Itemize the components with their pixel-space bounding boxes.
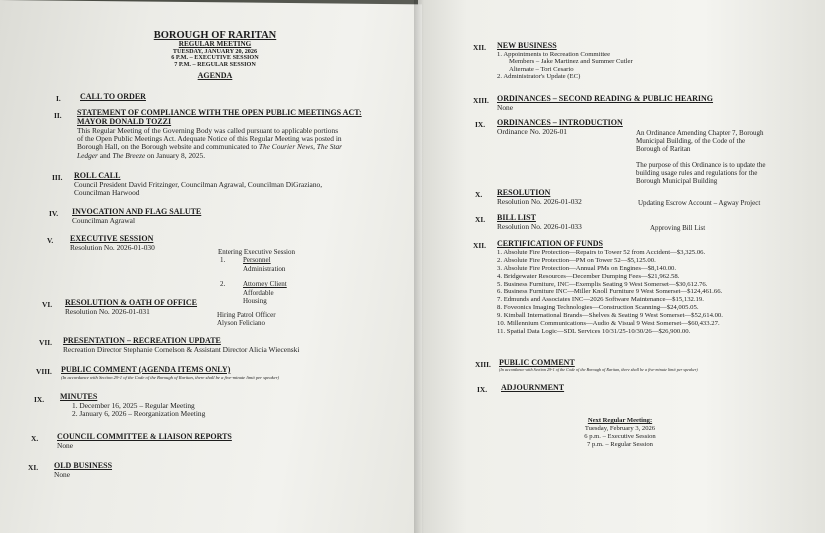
section-number: IX. bbox=[475, 120, 486, 129]
section-title: COUNCIL COMMITTEE & LIAISON REPORTS bbox=[57, 432, 232, 441]
body-text: Borough Municipal Building bbox=[636, 177, 718, 186]
body-text: of the Open Public Meetings Act. Adequate Notice of this Regular Meeting was posted in bbox=[77, 134, 342, 144]
body-text: Hiring Patrol Officer bbox=[217, 311, 276, 319]
agenda-heading: AGENDA bbox=[197, 71, 233, 81]
section-compliance bbox=[77, 109, 377, 160]
section-bill-list bbox=[497, 214, 637, 231]
section-title: OLD BUSINESS bbox=[54, 461, 113, 470]
next-meeting-date: Tuesday, February 3, 2026 bbox=[584, 424, 656, 432]
list-item: Members – Jake Martinez and Summer Cutler bbox=[509, 58, 633, 66]
section-title: INVOCATION AND FLAG SALUTE bbox=[72, 207, 202, 216]
section-title: ADJOURNMENT bbox=[501, 383, 565, 392]
meeting-date: TUESDAY, JANUARY 20, 2026 bbox=[172, 47, 258, 55]
minutes-item: 2. January 6, 2026 – Reorganization Meeting bbox=[72, 409, 206, 419]
section-call-to-order bbox=[80, 93, 146, 102]
body-text: Entering Executive Session bbox=[218, 248, 295, 256]
section-number: XIII. bbox=[473, 96, 489, 105]
section-title: ORDINANCES – INTRODUCTION bbox=[497, 118, 623, 127]
section-number: VI. bbox=[42, 300, 53, 309]
body-text: This Regular Meeting of the Governing Body was called pursuant to applicable portions bbox=[77, 125, 339, 135]
body-text: Councilman Agrawal bbox=[72, 215, 136, 225]
next-meeting-block bbox=[560, 417, 680, 449]
section-title: RESOLUTION bbox=[497, 188, 551, 197]
section-title: ROLL CALL bbox=[74, 171, 121, 180]
topic-label: Attorney Client bbox=[243, 280, 287, 289]
funds-list bbox=[497, 249, 817, 336]
list-item: 3. Absolute Fire Protection—Annual PMs on Engines—$8,140.00. bbox=[497, 264, 677, 272]
body-text: Recreation Director Stephanie Cornelson & Assistant Director Alicia Wiecenski bbox=[63, 344, 300, 354]
resolution-number: Resolution No. 2026-01-033 bbox=[497, 221, 582, 231]
body-text: An Ordinance Amending Chapter 7, Borough bbox=[636, 129, 764, 137]
section-certification-of-funds bbox=[497, 240, 817, 336]
ordinance-number: Ordinance No. 2026-01 bbox=[497, 126, 567, 136]
newspaper-name: The Breeze bbox=[112, 150, 146, 160]
section-title: PUBLIC COMMENT (AGENDA ITEMS ONLY) bbox=[61, 365, 231, 374]
body-text: None bbox=[57, 440, 74, 450]
section-number: IX. bbox=[477, 385, 488, 394]
section-title: EXECUTIVE SESSION bbox=[70, 234, 154, 243]
newspaper-name: The Courier News, The Star bbox=[258, 142, 343, 152]
section-number: VII. bbox=[39, 338, 52, 347]
section-number: XI. bbox=[475, 215, 486, 224]
list-item: 2. Administrator's Update (EC) bbox=[497, 73, 581, 81]
bill-list-description: Approving Bill List bbox=[650, 224, 706, 232]
list-item: 1. Appointments to Recreation Committee bbox=[497, 50, 611, 58]
body-text: building usage rules and regulations for the bbox=[636, 169, 758, 178]
section-adjournment bbox=[501, 384, 564, 393]
next-meeting-title: Next Regular Meeting: bbox=[587, 417, 653, 424]
section-title: NEW BUSINESS bbox=[497, 41, 557, 50]
body-text: The purpose of this Ordinance is to update the bbox=[636, 161, 766, 170]
section-new-business bbox=[497, 42, 797, 81]
list-item: 1. Absolute Fire Protection—Repairs to Tower 52 from Accident—$3,325.06. bbox=[497, 248, 706, 256]
list-item: 5. Business Furniture, INC—Exemplis Seating 9 West Somerset—$30,612.76. bbox=[497, 280, 708, 288]
next-regular-session: 7 p.m. – Regular Session bbox=[587, 440, 653, 448]
section-old-business bbox=[54, 462, 112, 479]
section-public-comment-2 bbox=[499, 359, 819, 373]
list-item: 11. Spatial Data Logic—SDL Services 10/31/25-10/30/26—$26,900.00. bbox=[497, 328, 691, 336]
resolution-number: Resolution No. 2026-01-031 bbox=[65, 306, 150, 316]
section-resolution bbox=[497, 189, 637, 206]
page-fold-shadow bbox=[414, 0, 424, 533]
section-title: PUBLIC COMMENT bbox=[499, 358, 575, 367]
section-number: X. bbox=[31, 434, 39, 443]
section-number: IV. bbox=[49, 209, 59, 218]
section-number: I. bbox=[56, 94, 61, 103]
section-number: IX. bbox=[34, 395, 45, 404]
section-title: BILL LIST bbox=[497, 213, 536, 222]
section-ordinances-second-reading bbox=[497, 95, 797, 112]
list-item: 10. Millennium Communications—Audio & Visual 9 West Somerset—$60,433.27. bbox=[497, 320, 720, 328]
section-ordinances-introduction bbox=[497, 119, 637, 136]
section-number: XI. bbox=[28, 463, 39, 472]
section-number: II. bbox=[54, 111, 62, 120]
newspaper-name: Ledger bbox=[77, 150, 98, 160]
section-title: ORDINANCES – SECOND READING & PUBLIC HEARING bbox=[497, 94, 714, 103]
section-invocation bbox=[72, 208, 201, 225]
section-title: PRESENTATION – RECREATION UPDATE bbox=[63, 336, 221, 345]
list-item: 8. Foveonics Imaging Technologies—Construction Scanning—$24,005.05. bbox=[497, 304, 699, 312]
topic-detail: Administration bbox=[243, 265, 286, 274]
section-title: CERTIFICATION OF FUNDS bbox=[497, 239, 603, 248]
section-council-reports bbox=[57, 433, 317, 450]
body-text: and bbox=[99, 150, 111, 160]
body-text: Borough of Raritan bbox=[636, 145, 691, 154]
section-public-comment bbox=[61, 366, 401, 380]
item-number: 1. bbox=[220, 256, 226, 265]
borough-title: BOROUGH OF RARITAN bbox=[153, 30, 277, 41]
next-executive-session: 6 p.m. – Executive Session bbox=[584, 432, 656, 440]
body-text: Municipal Building, of the Code of the bbox=[636, 137, 746, 146]
body-text: None bbox=[497, 102, 514, 112]
section-minutes bbox=[60, 393, 320, 419]
body-text: Councilman Harwood bbox=[74, 188, 140, 198]
section-presentation bbox=[63, 337, 383, 354]
body-text: Council President David Fritzinger, Councilman Agrawal, Councilman DiGraziano, bbox=[74, 179, 323, 189]
body-text: Alyson Feliciano bbox=[217, 319, 266, 328]
list-item: 7. Edmunds and Associates INC—2026 Software Maintenance—$15,132.19. bbox=[497, 296, 704, 304]
speaker-limit-note: (In accordance with Section 29-1 of the Code of the Borough of Raritan, there shall be a five-minute limit per speaker) bbox=[499, 366, 698, 372]
resolution-description: Updating Escrow Account – Agway Project bbox=[638, 199, 761, 207]
section-number: III. bbox=[52, 173, 63, 182]
section-number: VIII. bbox=[36, 367, 52, 376]
resolution-number: Resolution No. 2026-01-030 bbox=[70, 242, 155, 252]
oath-details bbox=[217, 311, 276, 327]
section-title: STATEMENT OF COMPLIANCE WITH THE OPEN PUBLIC MEETINGS ACT: bbox=[77, 108, 362, 117]
body-text: on January 8, 2025. bbox=[146, 150, 206, 160]
section-number: X. bbox=[475, 190, 483, 199]
speaker-limit-note: (In accordance with Section 29-1 of the Code of the Borough of Raritan, there shall be a five-minute limit per speaker) bbox=[61, 374, 280, 380]
section-number: XII. bbox=[473, 241, 486, 250]
topic-detail: Affordable Housing bbox=[243, 289, 274, 306]
body-text: Borough Hall, on the Borough website and communicated to bbox=[77, 142, 258, 152]
item-number: 2. bbox=[220, 280, 226, 289]
resolution-number: Resolution No. 2026-01-032 bbox=[497, 196, 582, 206]
meeting-type: REGULAR MEETING bbox=[178, 40, 252, 49]
section-title: RESOLUTION & OATH OF OFFICE bbox=[65, 298, 198, 307]
executive-session-time: 6 P.M. – EXECUTIVE SESSION bbox=[171, 54, 259, 62]
list-item: 4. Bridgewater Resources—December Dumping Fees—$21,962.58. bbox=[497, 272, 680, 280]
section-number: XII. bbox=[473, 43, 486, 52]
topic-label: Personnel bbox=[243, 256, 271, 265]
section-title: MAYOR DONALD TOZZI bbox=[77, 116, 172, 126]
list-item: 2. Absolute Fire Protection—PM on Tower 52—$5,125.00. bbox=[497, 256, 656, 264]
section-title: MINUTES bbox=[60, 392, 98, 401]
agenda-header bbox=[150, 30, 280, 80]
section-number: V. bbox=[47, 236, 54, 245]
list-item: Alternate – Tori Cesario bbox=[509, 65, 574, 73]
section-number: XIII. bbox=[475, 360, 491, 369]
list-item: 6. Business Furniture INC—Miller Knoll Furniture 9 West Somerset—$124,461.66. bbox=[497, 288, 723, 296]
body-text: None bbox=[54, 469, 71, 479]
section-title: CALL TO ORDER bbox=[80, 92, 146, 101]
list-item: 9. Kimball International Brands—Shelves & Seating 9 West Somerset—$52,614.00. bbox=[497, 312, 723, 320]
regular-session-time: 7 P.M. – REGULAR SESSION bbox=[174, 60, 256, 68]
minutes-item: 1. December 16, 2025 – Regular Meeting bbox=[72, 400, 195, 410]
ordinance-description bbox=[636, 129, 806, 185]
section-roll-call bbox=[74, 172, 374, 198]
executive-session-topics bbox=[218, 248, 295, 306]
